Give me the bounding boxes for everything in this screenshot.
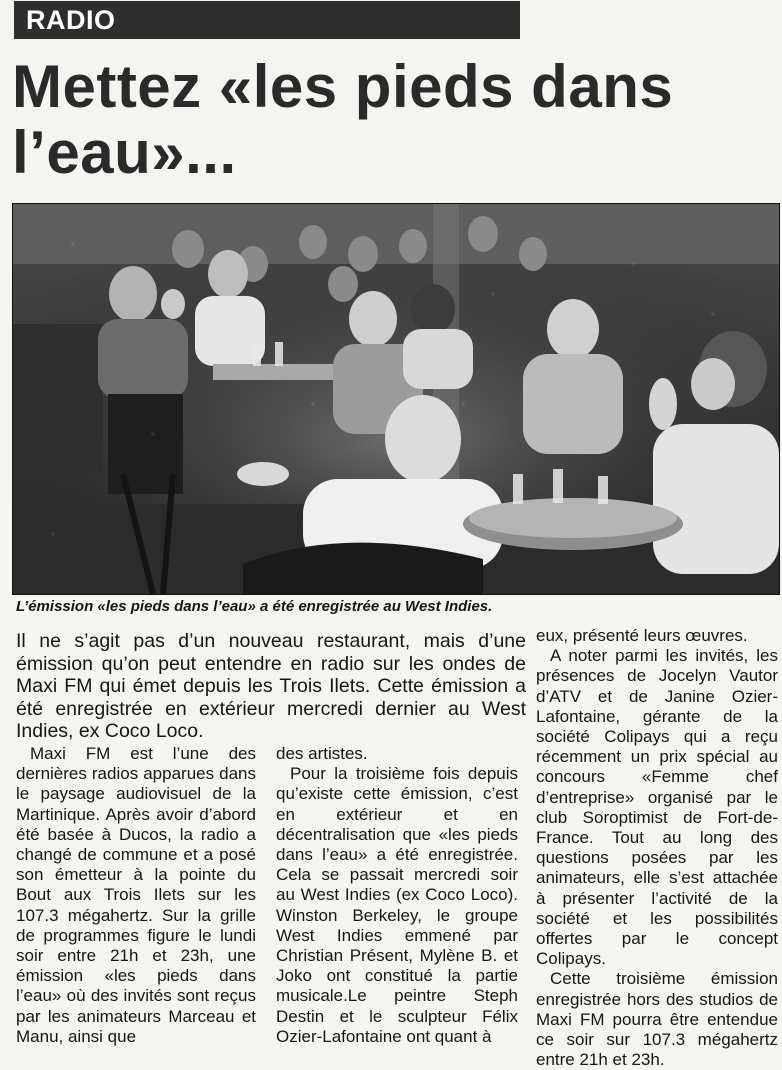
- column-2-paragraph-1: Pour la troisième fois depuis qu’existe cette émission, c’est en extérieur et en décentralisation que «les pieds dans l’eau» a été enregistrée. Cela se passait mercredi soir au West Indies (ex Coco Loco). Winston Berkeley, le groupe West Indies emmené par Christian Présent, Mylène B. et Joko ont constitué la partie musicale.Le peintre Steph Destin et le sculpteur Félix Ozier-Lafontaine ont quant à: [276, 764, 518, 1046]
- article-column-1: [16, 744, 256, 1047]
- column-3-paragraph-2: Cette troisième émission enregistrée hors des studios de Maxi FM pourra être entendue ce soir sur 107.3 mégahertz entre 21h et 23h.: [536, 969, 778, 1070]
- section-rubric: [14, 1, 520, 39]
- column-3-paragraph-1: A noter parmi les invités, les présences de Jocelyn Vautor d’ATV et de Janine Ozier-Lafontaine, gérante de la société Colipays qui a reçu récemment un prix spécial au concours «Femme chef d’entreprise» organisé par le club Soroptimist de Fort-de-France. Tout au long des questions posées par les animateurs, elle s’est attachée à présenter l’activité de la société et les possibilités offertes par le concept Colipays.: [536, 646, 778, 969]
- headline: Mettez «les pieds dans l’eau»...: [12, 53, 674, 186]
- photo-caption: L’émission «les pieds dans l’eau» a été enregistrée au West Indies.: [16, 598, 493, 615]
- column-3-paragraph-0: eux, présenté leurs œuvres.: [536, 626, 748, 645]
- column-2-paragraph-0: des artistes.: [276, 744, 368, 763]
- article-column-3: [536, 626, 778, 1070]
- article-lead: Il ne s’agit pas d’un nouveau restaurant, mais d’une émission qu’on peut entendre en radio sur les ondes de Maxi FM qui émet depuis les Trois Ilets. Cette émission a été enregistrée en extérieur mercredi dernier au West Indies, ex Coco Loco.: [16, 630, 526, 743]
- article-photo: [12, 203, 780, 595]
- column-1-paragraph-1: Maxi FM est l’une des dernières radios apparues dans le paysage audiovisuel de la Martinique. Après avoir d’abord été basée à Ducos, la radio a changé de commune et a posé son émetteur à la pointe du Bout aux Trois Ilets sur les 107.3 mégahertz. Sur la grille de programmes figure le lundi soir entre 21h et 23h, une émission «les pieds dans l’eau» où des invités sont reçus par les animateurs Marceau et Manu, ainsi que: [16, 744, 256, 1046]
- article-column-2: [276, 744, 518, 1047]
- section-label: RADIO: [26, 5, 116, 35]
- photo-illustration: [13, 204, 779, 594]
